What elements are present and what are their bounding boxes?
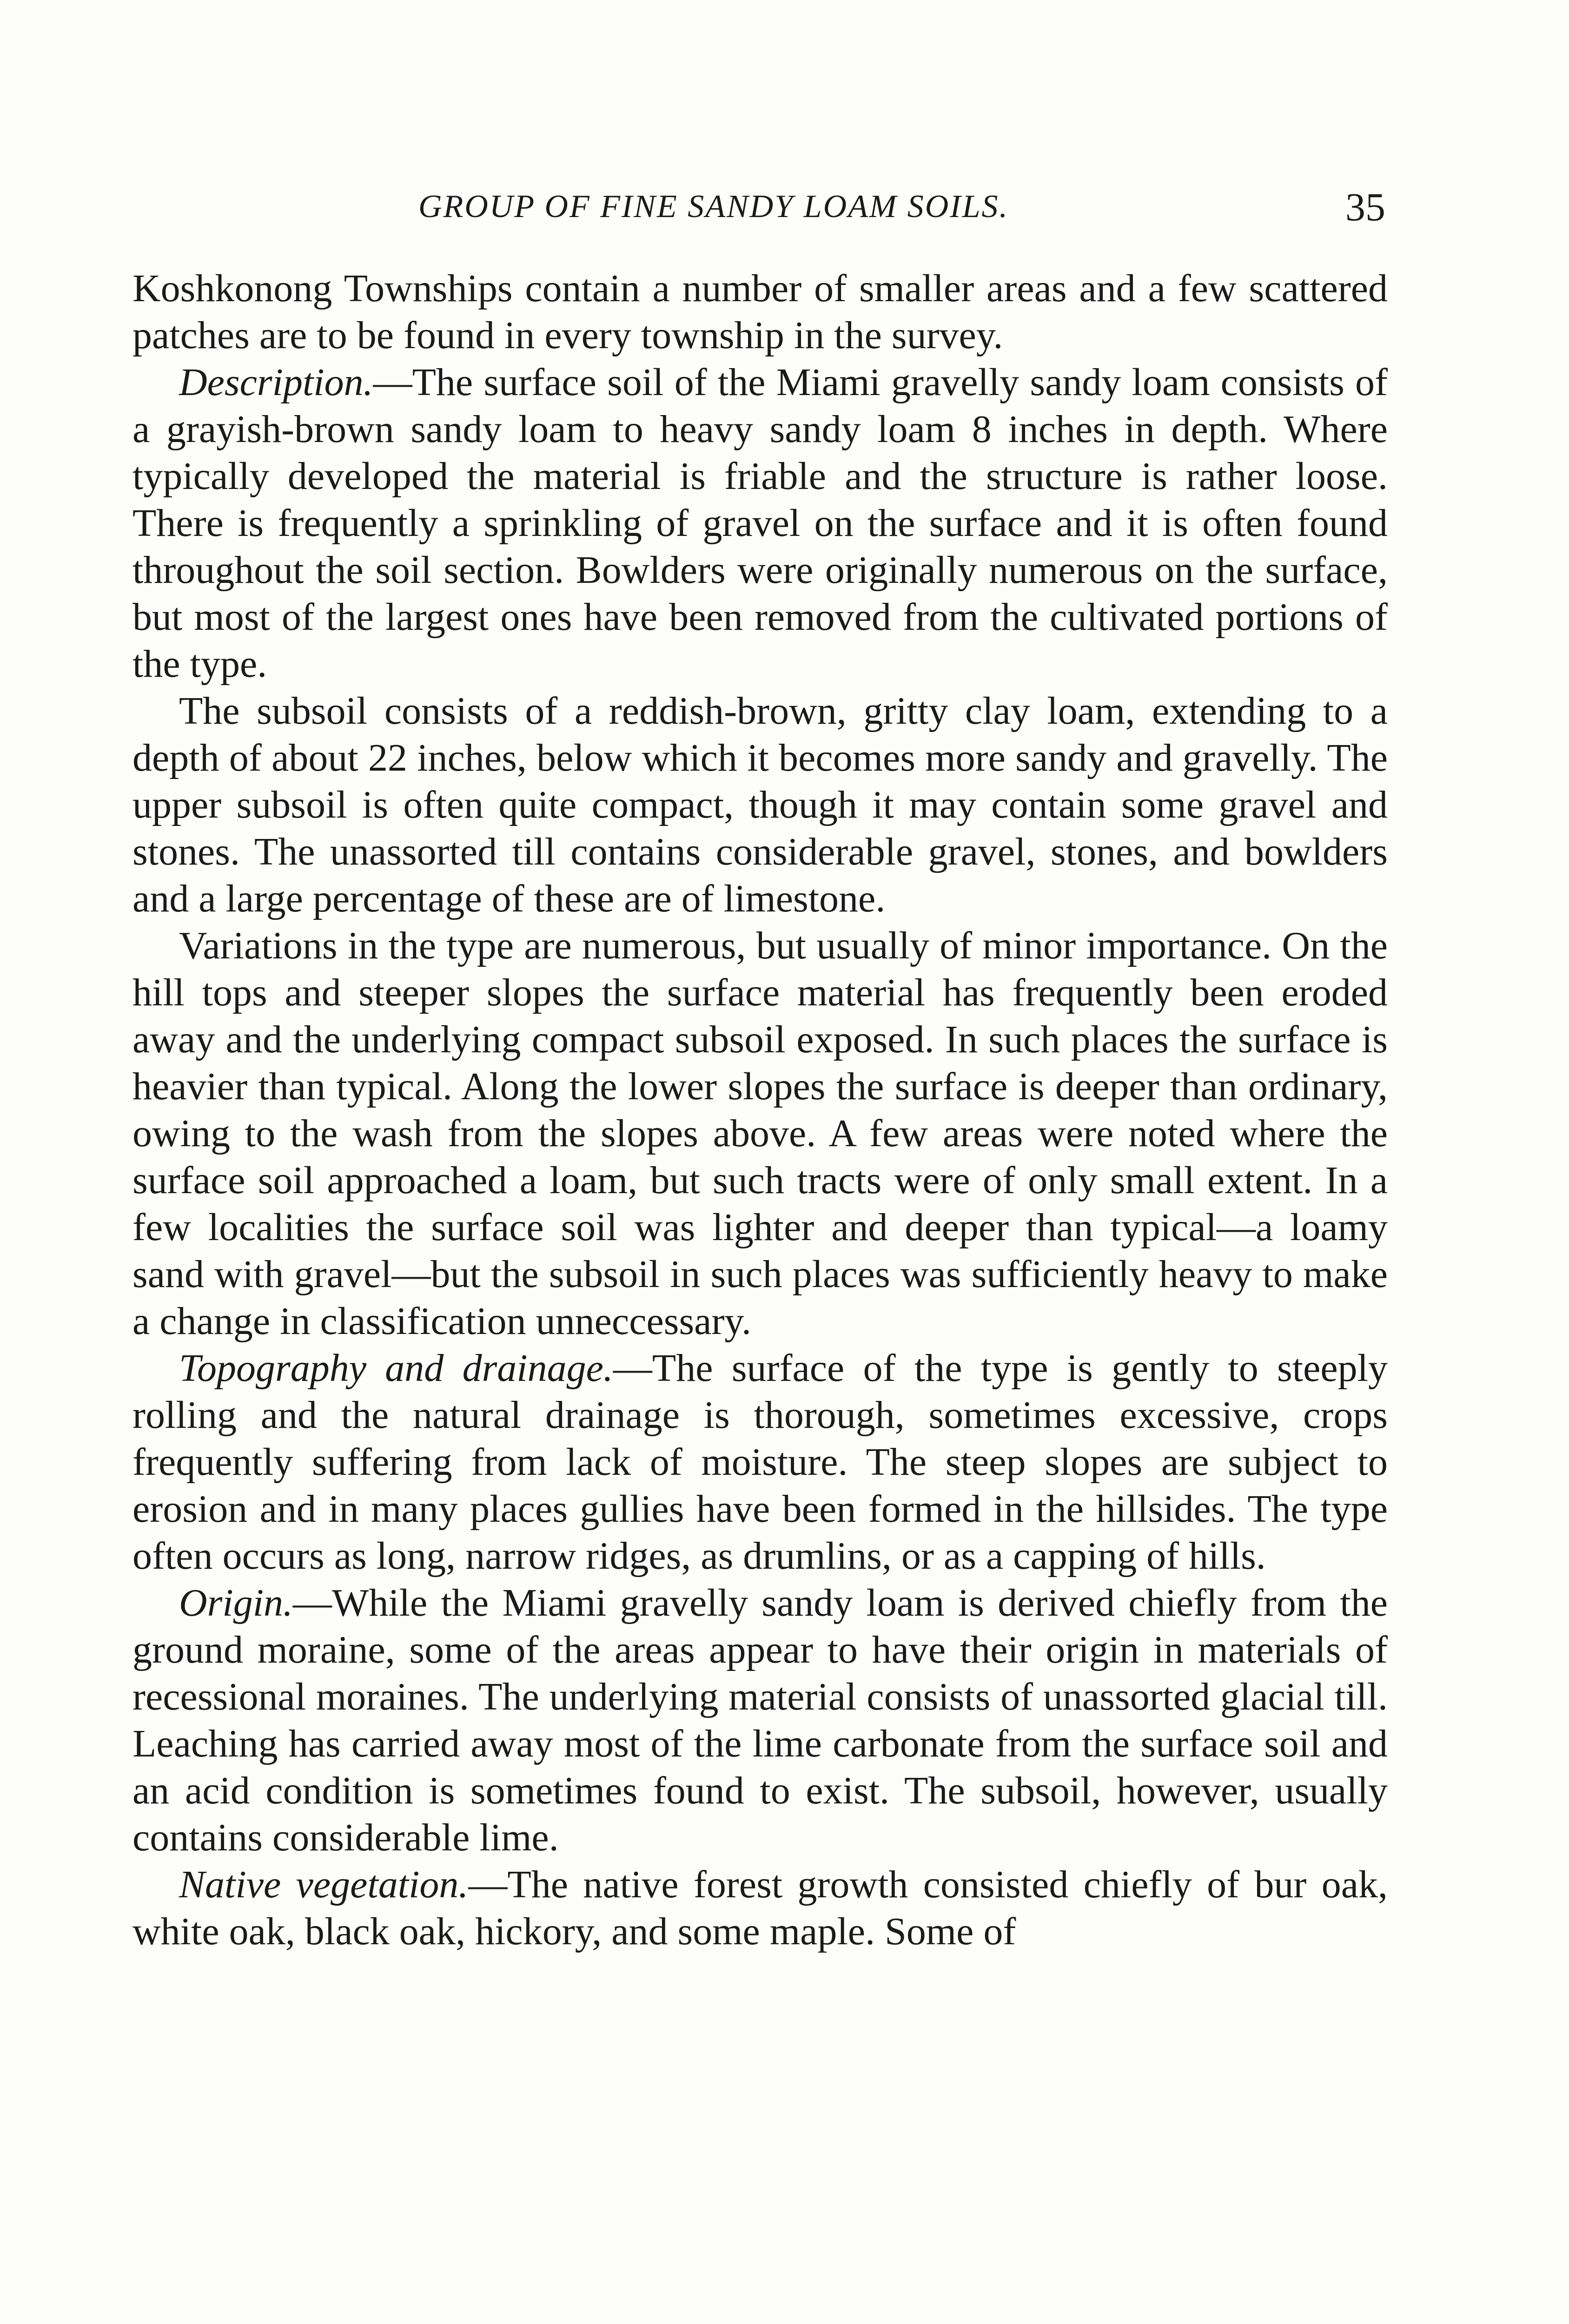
paragraph-text: —The surface of the type is gently to steeply rolling and the natural drainage is thorough, sometimes excessive, crops frequently suffering from lack of moisture. The steep slopes are subject to erosion and in many places gullies have been formed in the hillsides. The type often occurs as long, narrow ridges, as drumlins, or as a capping of hills. [132,1347,1388,1578]
paragraph-subsoil [132,687,1388,922]
section-heading: Description. [179,361,373,404]
paragraph-text: Koshkonong Townships contain a number of smaller areas and a few scattered patches are to be found in every township in the survey. [132,267,1388,357]
paragraph-continuation [132,265,1388,359]
paragraph-text: Variations in the type are numerous, but usually of minor importance. On the hill tops and steeper slopes the surface material has frequently been eroded away and the underlying compact subsoil exposed. In such places the surface is heavier than typical. Along the lower slopes the surface is deeper than ordinary, owing to the wash from the slopes above. A few areas were noted where the surface soil approached a loam, but such tracts were of only small extent. In a few localities the surface soil was lighter and deeper than typical—a loamy sand with gravel—but the subsoil in such places was sufficiently heavy to make a change in classification unneccessary. [132,924,1388,1343]
paragraph-variations [132,922,1388,1345]
paragraph-vegetation [132,1861,1388,1955]
paragraph-origin [132,1579,1388,1861]
section-heading: Native vegetation. [179,1863,469,1906]
section-heading: Origin. [179,1581,293,1624]
paragraph-text: —The native forest growth consisted chiefly of bur oak, white oak, black oak, hickory, and some maple. Some of [132,1863,1388,1953]
paragraph-text: The subsoil consists of a reddish-brown, gritty clay loam, extending to a depth of about 22 inches, below which it becomes more sandy and gravelly. The upper subsoil is often quite compact, though it may contain some gravel and stones. The unassorted till contains considerable gravel, stones, and bowlders and a large percentage of these are of limestone. [132,689,1388,920]
page-number: 35 [1345,185,1385,229]
paragraph-text: —While the Miami gravelly sandy loam is derived chiefly from the ground moraine, some of the areas appear to have their origin in materials of recessional moraines. The underlying material consists of unassorted glacial till. Leaching has carried away most of the lime carbonate from the surface soil and an acid condition is sometimes found to exist. The subsoil, however, usually contains considerable lime. [132,1581,1388,1859]
running-title: GROUP OF FINE SANDY LOAM SOILS. [418,189,1009,224]
paragraph-text: —The surface soil of the Miami gravelly sandy loam consists of a grayish-brown sandy loam to heavy sandy loam 8 inches in depth. Where typically developed the material is friable and the structure is rather loose. There is frequently a sprinkling of gravel on the surface and it is often found throughout the soil section. Bowlders were originally numerous on the surface, but most of the largest ones have been removed from the cultivated portions of the type. [132,361,1388,686]
section-heading: Topography and drainage. [179,1347,613,1390]
paragraph-topography [132,1345,1388,1579]
body-text [132,265,1388,1955]
running-head [130,181,1385,232]
paragraph-description [132,359,1388,687]
